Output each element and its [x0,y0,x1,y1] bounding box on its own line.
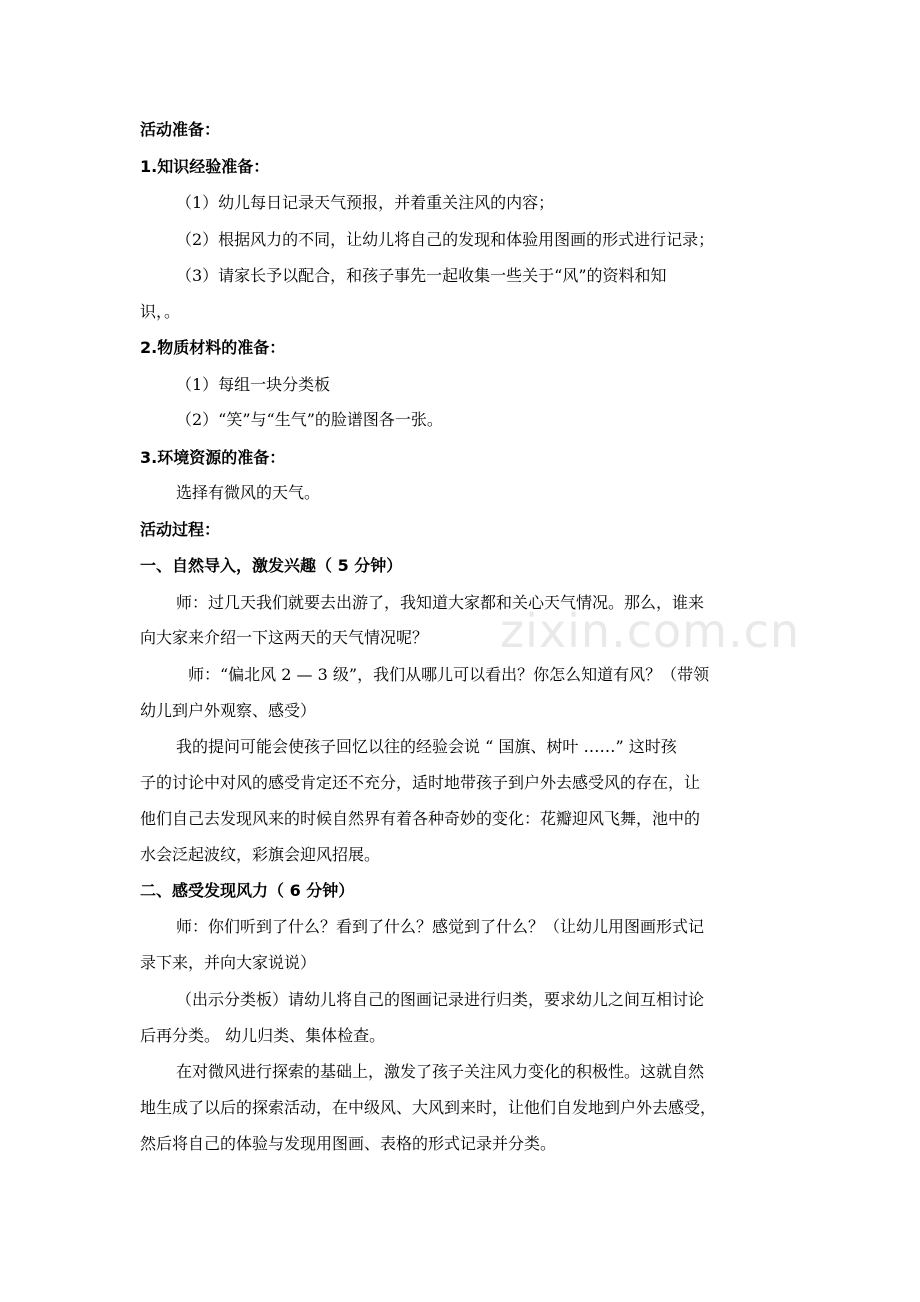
paragraph-line: 识，。 [140,302,181,321]
step-two-title: 二、感受发现风力（ 6 分钟） [140,881,355,900]
paragraph-line: （2）“笑”与“生气”的脸谱图各一张。 [176,410,443,429]
paragraph-line: 在对微风进行探索的基础上，激发了孩子关注风力变化的积极性。这就自然 [176,1062,705,1081]
paragraph-line: 录下来，并向大家说说） [140,953,317,972]
paragraph-line: （出示分类板）请幼儿将自己的图画记录进行归类，要求幼儿之间互相讨论 [176,990,705,1009]
paragraph-line: （3）请家长予以配合，和孩子事先一起收集一些关于“风”的资料和知 [176,266,667,285]
subheading-materials: 2.物质材料的准备： [140,338,286,357]
paragraph-line: 师：过几天我们就要去出游了，我知道大家都和关心天气情况。那么，谁来 [176,593,705,612]
subheading-environment: 3.环境资源的准备： [140,448,286,467]
paragraph-line: 子的讨论中对风的感受肯定还不充分，适时地带孩子到户外去感受风的存在，让 [140,773,701,792]
section-heading-preparation: 活动准备： [140,120,221,139]
paragraph-line: 师：你们听到了什么？看到了什么？感觉到了什么？（让幼儿用图画形式记 [176,917,705,936]
section-heading-process: 活动过程： [140,520,221,539]
paragraph-line: 选择有微风的天气。 [176,483,321,502]
paragraph-line: 地生成了以后的探索活动，在中级风、大风到来时，让他们自发地到户外去感受， [140,1098,717,1117]
paragraph-line: 向大家来介绍一下这两天的天气情况呢？ [140,628,429,647]
paragraph-line: （1）幼儿每日记录天气预报，并着重关注风的内容； [176,193,555,212]
paragraph-line: （1）每组一块分类板 [176,375,331,394]
paragraph-line: （2）根据风力的不同，让幼儿将自己的发现和体验用图画的形式进行记录； [176,230,715,249]
paragraph-line: 水会泛起波纹，彩旗会迎风招展。 [140,845,381,864]
paragraph-line: 幼儿到户外观察、感受） [140,701,317,720]
step-one-title: 一、自然导入，激发兴趣（ 5 分钟） [140,556,403,575]
paragraph-line: 我的提问可能会使孩子回忆以往的经验会说 “ 国旗、树叶 ……” 这时孩 [176,737,677,756]
watermark: zixin.com.cn [500,604,801,658]
subheading-knowledge: 1.知识经验准备： [140,157,270,176]
paragraph-line: 然后将自己的体验与发现用图画、表格的形式记录并分类。 [140,1134,557,1153]
paragraph-line: 他们自己去发现风来的时候自然界有着各种奇妙的变化：花瓣迎风飞舞，池中的 [140,809,701,828]
paragraph-line: 后再分类。 幼儿归类、集体检查。 [140,1026,386,1045]
paragraph-line: 师：“偏北风 2 — 3 级”，我们从哪儿可以看出？你怎么知道有风？（带领 [188,665,710,684]
